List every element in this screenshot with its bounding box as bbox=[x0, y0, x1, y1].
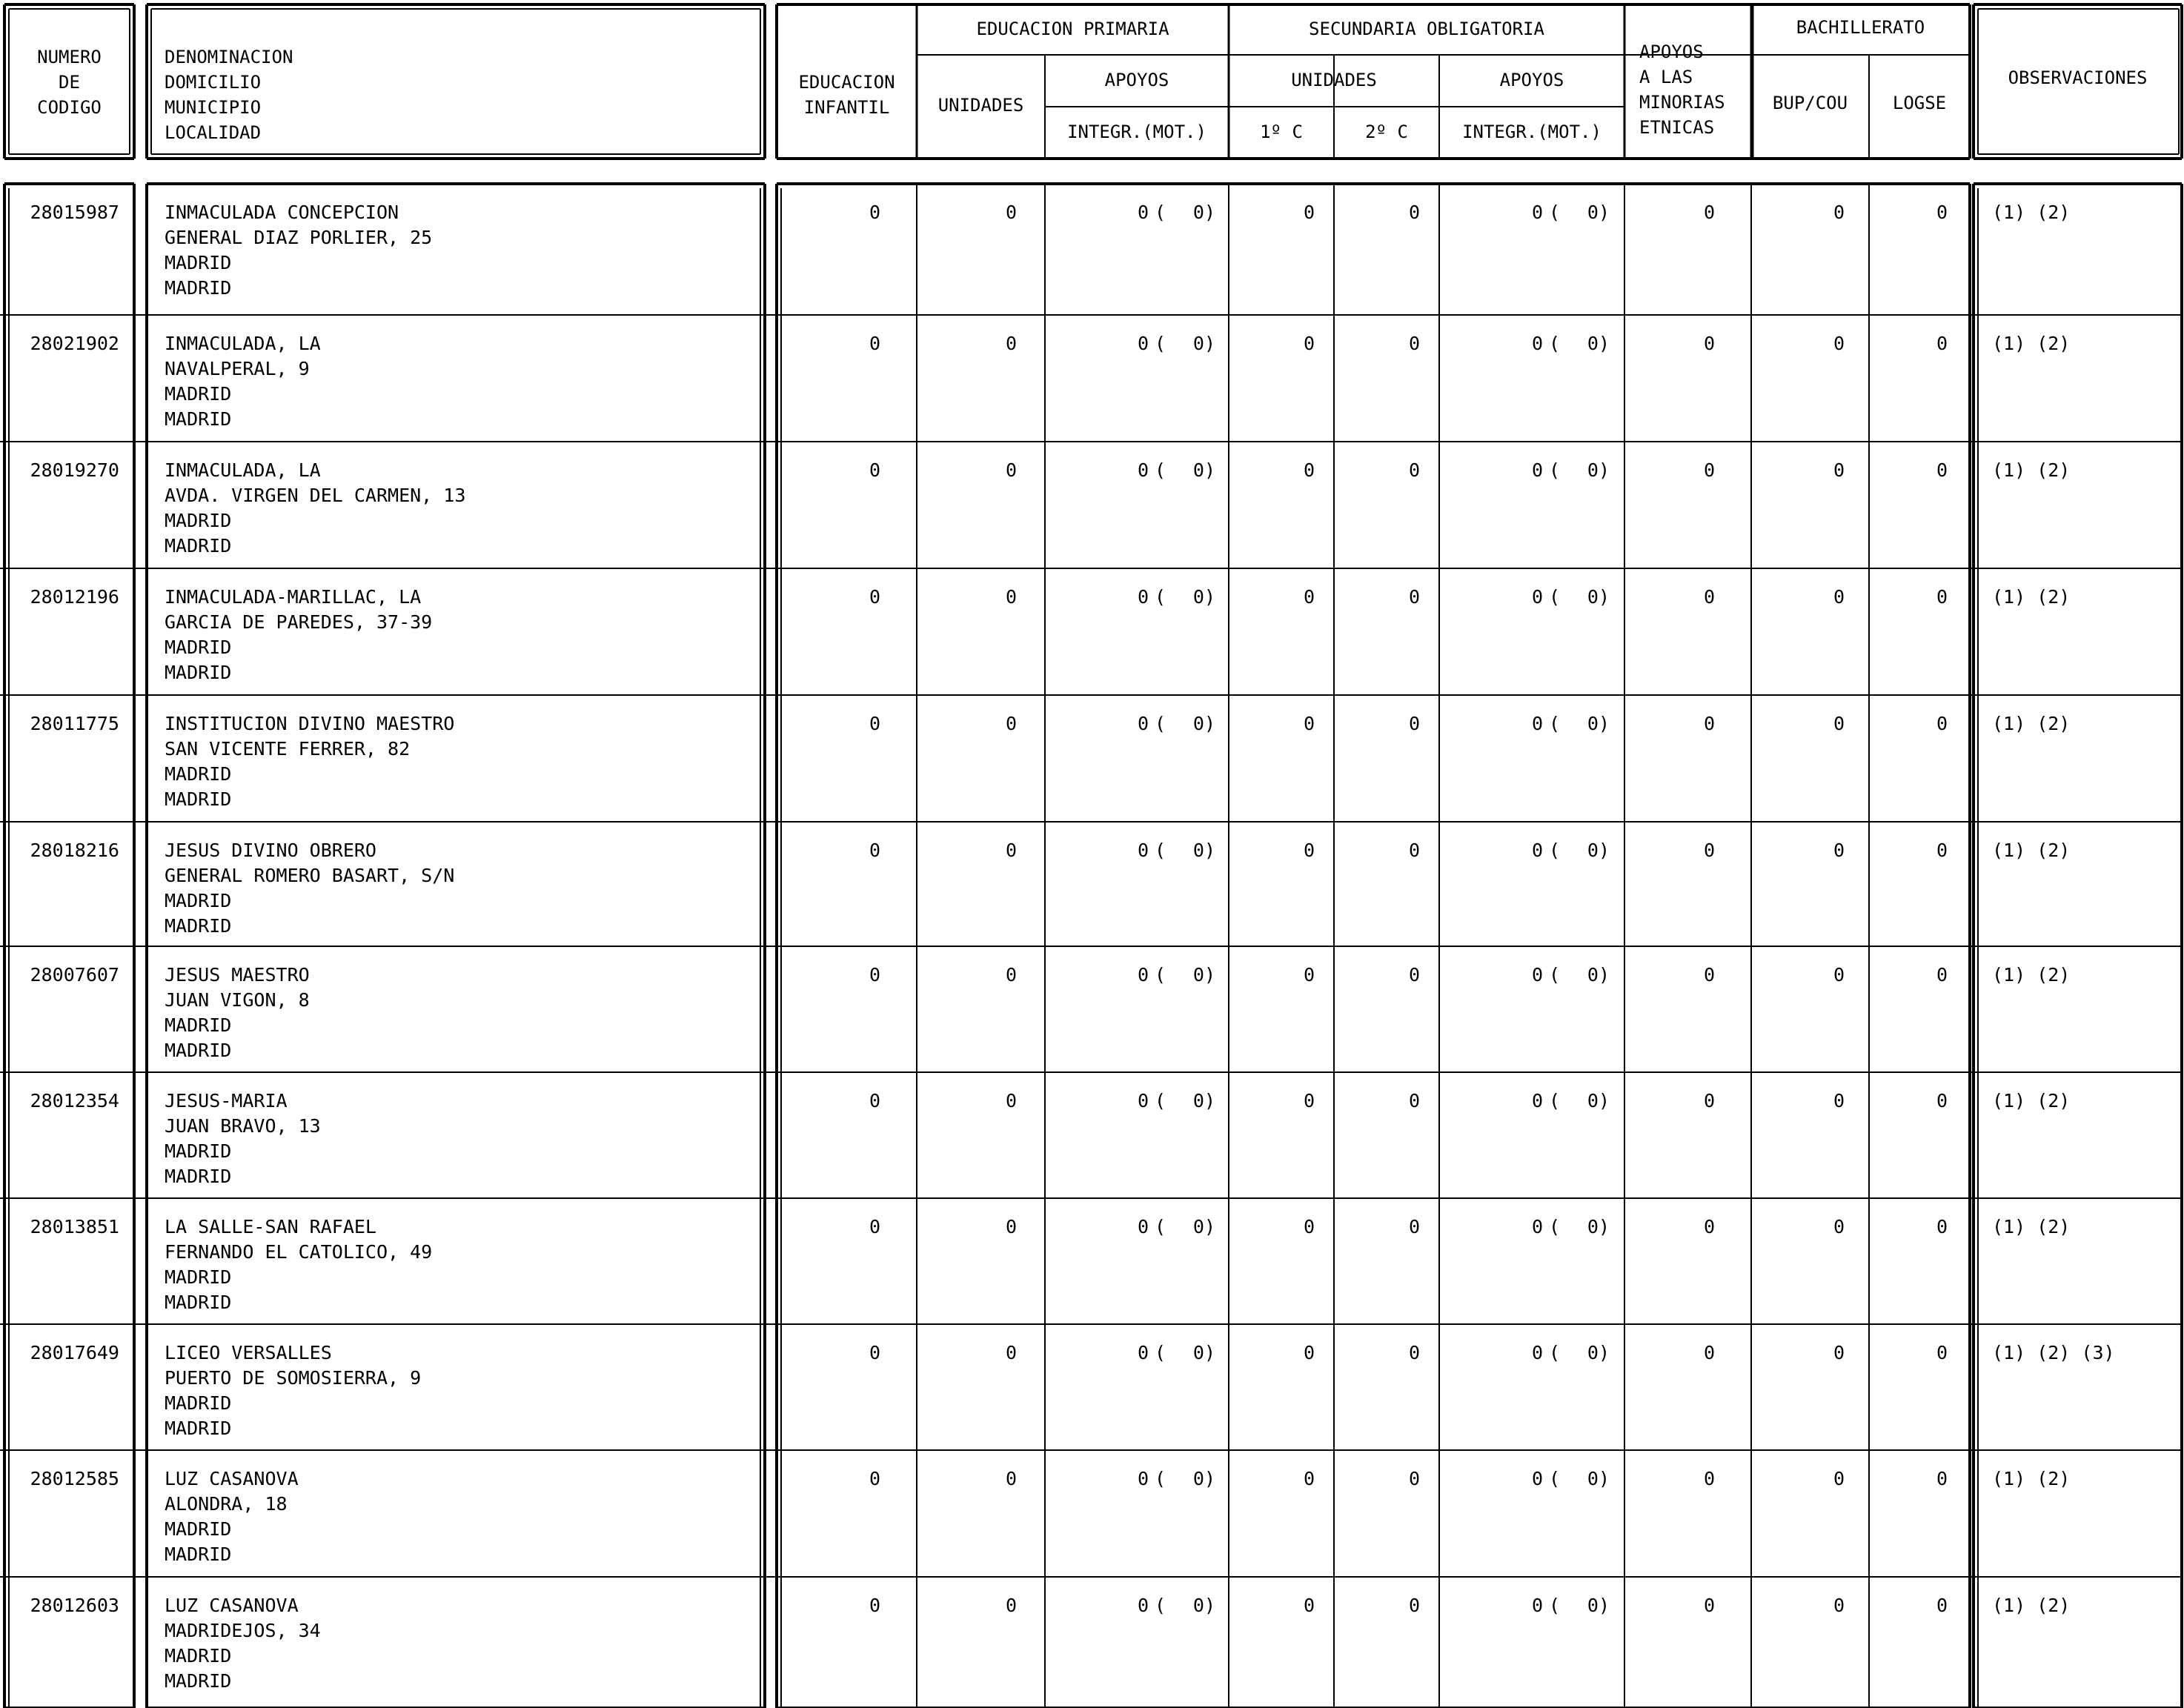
secundaria-motorico-value: 0) bbox=[1587, 964, 1610, 986]
observaciones-value: (1) (2) bbox=[1992, 713, 2071, 734]
observaciones-value: (1) (2) bbox=[1992, 1216, 2071, 1237]
secundaria-1c-value: 0 bbox=[1303, 333, 1315, 354]
center-address-line: MADRID bbox=[165, 788, 232, 810]
primaria-motorico-value: 0) bbox=[1192, 713, 1215, 734]
secundaria-1c-value: 0 bbox=[1303, 1090, 1315, 1111]
center-address-line: NAVALPERAL, 9 bbox=[165, 358, 310, 379]
header-denominacion: LOCALIDAD bbox=[165, 122, 262, 143]
primaria-unidades-value: 0 bbox=[1005, 1216, 1017, 1237]
center-address-line: GARCIA DE PAREDES, 37-39 bbox=[165, 611, 433, 633]
apoyos-minorias-value: 0 bbox=[1703, 459, 1715, 481]
apoyos-minorias-value: 0 bbox=[1703, 1468, 1715, 1489]
center-address-line: MADRID bbox=[165, 1670, 232, 1692]
secundaria-motorico-value: 0) bbox=[1587, 713, 1610, 734]
primaria-unidades-value: 0 bbox=[1005, 713, 1017, 734]
primaria-unidades-value: 0 bbox=[1005, 1468, 1017, 1489]
center-address-line: MADRID bbox=[165, 1543, 232, 1565]
center-address-line: INMACULADA-MARILLAC, LA bbox=[165, 586, 422, 608]
apoyos-minorias-value: 0 bbox=[1703, 1342, 1715, 1363]
logse-value: 0 bbox=[1936, 1216, 1948, 1237]
bup-cou-value: 0 bbox=[1833, 1216, 1845, 1237]
secundaria-motorico-paren: ( bbox=[1549, 713, 1561, 734]
logse-value: 0 bbox=[1936, 333, 1948, 354]
header-educacion-infantil: EDUCACION bbox=[798, 72, 895, 93]
primaria-motorico-paren: ( bbox=[1155, 202, 1166, 223]
educacion-infantil-value: 0 bbox=[869, 459, 880, 481]
center-code: 28007607 bbox=[30, 964, 119, 986]
header-denominacion: DOMICILIO bbox=[165, 72, 262, 93]
secundaria-2c-value: 0 bbox=[1408, 713, 1420, 734]
center-address-line: MADRIDEJOS, 34 bbox=[165, 1620, 321, 1641]
secundaria-1c-value: 0 bbox=[1303, 840, 1315, 861]
center-code: 28012196 bbox=[30, 586, 119, 608]
primaria-apoyos-value: 0 bbox=[1137, 713, 1149, 734]
secundaria-motorico-value: 0) bbox=[1587, 1216, 1610, 1237]
primaria-apoyos-value: 0 bbox=[1137, 1342, 1149, 1363]
primaria-motorico-value: 0) bbox=[1192, 1342, 1215, 1363]
bup-cou-value: 0 bbox=[1833, 1468, 1845, 1489]
bup-cou-value: 0 bbox=[1833, 1090, 1845, 1111]
center-address-line: MADRID bbox=[165, 383, 232, 405]
header-denominacion: MUNICIPIO bbox=[165, 97, 262, 118]
primaria-unidades-value: 0 bbox=[1005, 586, 1017, 608]
header-educacion-primaria: EDUCACION PRIMARIA bbox=[976, 19, 1169, 39]
secundaria-apoyos-value: 0 bbox=[1531, 964, 1543, 986]
center-address-line: MADRID bbox=[165, 763, 232, 785]
primaria-motorico-paren: ( bbox=[1155, 1595, 1166, 1616]
primaria-motorico-value: 0) bbox=[1192, 1090, 1215, 1111]
center-address-line: ALONDRA, 18 bbox=[165, 1493, 288, 1515]
primaria-motorico-value: 0) bbox=[1192, 1216, 1215, 1237]
primaria-unidades-value: 0 bbox=[1005, 333, 1017, 354]
primaria-unidades-value: 0 bbox=[1005, 1090, 1017, 1111]
secundaria-motorico-value: 0) bbox=[1587, 586, 1610, 608]
center-address-line: MADRID bbox=[165, 1166, 232, 1187]
center-address-line: JESUS-MARIA bbox=[165, 1090, 288, 1111]
primaria-motorico-paren: ( bbox=[1155, 713, 1166, 734]
secundaria-apoyos-value: 0 bbox=[1531, 586, 1543, 608]
center-address-line: AVDA. VIRGEN DEL CARMEN, 13 bbox=[165, 485, 466, 506]
center-address-line: LUZ CASANOVA bbox=[165, 1595, 299, 1616]
secundaria-apoyos-value: 0 bbox=[1531, 1468, 1543, 1489]
header-bup-cou: BUP/COU bbox=[1772, 93, 1848, 113]
secundaria-1c-value: 0 bbox=[1303, 1342, 1315, 1363]
observaciones-value: (1) (2) bbox=[1992, 840, 2071, 861]
secundaria-motorico-value: 0) bbox=[1587, 840, 1610, 861]
center-address-line: INMACULADA, LA bbox=[165, 333, 321, 354]
apoyos-minorias-value: 0 bbox=[1703, 964, 1715, 986]
observaciones-value: (1) (2) bbox=[1992, 1468, 2071, 1489]
secundaria-motorico-paren: ( bbox=[1549, 1595, 1561, 1616]
header-secundaria-1c: 1º C bbox=[1260, 122, 1303, 142]
center-address-line: GENERAL DIAZ PORLIER, 25 bbox=[165, 227, 433, 248]
apoyos-minorias-value: 0 bbox=[1703, 1595, 1715, 1616]
primaria-motorico-paren: ( bbox=[1155, 964, 1166, 986]
educacion-infantil-value: 0 bbox=[869, 713, 880, 734]
bup-cou-value: 0 bbox=[1833, 1595, 1845, 1616]
educacion-infantil-value: 0 bbox=[869, 964, 880, 986]
center-address-line: MADRID bbox=[165, 1292, 232, 1313]
center-address-line: MADRID bbox=[165, 1392, 232, 1414]
logse-value: 0 bbox=[1936, 713, 1948, 734]
center-address-line: MADRID bbox=[165, 890, 232, 911]
center-address-line: JUAN BRAVO, 13 bbox=[165, 1115, 321, 1137]
header-secundaria-2c: 2º C bbox=[1365, 122, 1408, 142]
primaria-motorico-paren: ( bbox=[1155, 1342, 1166, 1363]
secundaria-motorico-paren: ( bbox=[1549, 459, 1561, 481]
bup-cou-value: 0 bbox=[1833, 202, 1845, 223]
secundaria-motorico-value: 0) bbox=[1587, 459, 1610, 481]
secundaria-2c-value: 0 bbox=[1408, 1595, 1420, 1616]
header-apoyos-minorias: A LAS bbox=[1639, 67, 1693, 87]
center-address-line: LUZ CASANOVA bbox=[165, 1468, 299, 1489]
logse-value: 0 bbox=[1936, 1595, 1948, 1616]
primaria-motorico-value: 0) bbox=[1192, 1595, 1215, 1616]
header-apoyos-minorias: ETNICAS bbox=[1639, 117, 1715, 138]
primaria-motorico-paren: ( bbox=[1155, 840, 1166, 861]
center-address-line: PUERTO DE SOMOSIERRA, 9 bbox=[165, 1367, 422, 1389]
primaria-apoyos-value: 0 bbox=[1137, 459, 1149, 481]
primaria-apoyos-value: 0 bbox=[1137, 1090, 1149, 1111]
apoyos-minorias-value: 0 bbox=[1703, 586, 1715, 608]
secundaria-2c-value: 0 bbox=[1408, 459, 1420, 481]
secundaria-1c-value: 0 bbox=[1303, 964, 1315, 986]
primaria-apoyos-value: 0 bbox=[1137, 202, 1149, 223]
header-numero: DE bbox=[59, 72, 80, 93]
secundaria-2c-value: 0 bbox=[1408, 1090, 1420, 1111]
secundaria-apoyos-value: 0 bbox=[1531, 202, 1543, 223]
educacion-infantil-value: 0 bbox=[869, 1342, 880, 1363]
center-code: 28013851 bbox=[30, 1216, 119, 1237]
secundaria-motorico-paren: ( bbox=[1549, 1216, 1561, 1237]
apoyos-minorias-value: 0 bbox=[1703, 1216, 1715, 1237]
bup-cou-value: 0 bbox=[1833, 333, 1845, 354]
primaria-motorico-paren: ( bbox=[1155, 459, 1166, 481]
primaria-unidades-value: 0 bbox=[1005, 459, 1017, 481]
primaria-unidades-value: 0 bbox=[1005, 1342, 1017, 1363]
header-secundaria-integr: INTEGR.(MOT.) bbox=[1462, 122, 1602, 142]
primaria-motorico-value: 0) bbox=[1192, 1468, 1215, 1489]
primaria-motorico-paren: ( bbox=[1155, 333, 1166, 354]
secundaria-1c-value: 0 bbox=[1303, 1595, 1315, 1616]
secundaria-motorico-value: 0) bbox=[1587, 333, 1610, 354]
secundaria-motorico-paren: ( bbox=[1549, 1468, 1561, 1489]
secundaria-apoyos-value: 0 bbox=[1531, 1342, 1543, 1363]
center-address-line: MADRID bbox=[165, 1040, 232, 1061]
secundaria-apoyos-value: 0 bbox=[1531, 459, 1543, 481]
primaria-unidades-value: 0 bbox=[1005, 840, 1017, 861]
secundaria-1c-value: 0 bbox=[1303, 202, 1315, 223]
header-numero: CODIGO bbox=[37, 97, 102, 118]
center-code: 28018216 bbox=[30, 840, 119, 861]
center-address-line: MADRID bbox=[165, 1266, 232, 1288]
header-logse: LOGSE bbox=[1892, 93, 1947, 113]
center-address-line: MADRID bbox=[165, 1014, 232, 1036]
primaria-apoyos-value: 0 bbox=[1137, 1595, 1149, 1616]
center-code: 28017649 bbox=[30, 1342, 119, 1363]
logse-value: 0 bbox=[1936, 586, 1948, 608]
center-address-line: MADRID bbox=[165, 408, 232, 430]
logse-value: 0 bbox=[1936, 1090, 1948, 1111]
secundaria-motorico-paren: ( bbox=[1549, 1090, 1561, 1111]
primaria-motorico-paren: ( bbox=[1155, 1090, 1166, 1111]
secundaria-2c-value: 0 bbox=[1408, 1342, 1420, 1363]
header-denominacion: DENOMINACION bbox=[165, 47, 293, 67]
secundaria-2c-value: 0 bbox=[1408, 333, 1420, 354]
primaria-unidades-value: 0 bbox=[1005, 202, 1017, 223]
bup-cou-value: 0 bbox=[1833, 586, 1845, 608]
header-secundaria-obligatoria: SECUNDARIA OBLIGATORIA bbox=[1309, 19, 1544, 39]
primaria-apoyos-value: 0 bbox=[1137, 964, 1149, 986]
primaria-apoyos-value: 0 bbox=[1137, 1216, 1149, 1237]
center-code: 28019270 bbox=[30, 459, 119, 481]
secundaria-motorico-paren: ( bbox=[1549, 202, 1561, 223]
center-address-line: JESUS DIVINO OBRERO bbox=[165, 840, 376, 861]
center-address-line: MADRID bbox=[165, 535, 232, 556]
educacion-infantil-value: 0 bbox=[869, 1090, 880, 1111]
center-code: 28012354 bbox=[30, 1090, 119, 1111]
center-address-line: MADRID bbox=[165, 277, 232, 299]
observaciones-value: (1) (2) bbox=[1992, 964, 2071, 986]
bup-cou-value: 0 bbox=[1833, 713, 1845, 734]
apoyos-minorias-value: 0 bbox=[1703, 333, 1715, 354]
header-educacion-infantil: INFANTIL bbox=[803, 97, 890, 118]
observaciones-value: (1) (2) bbox=[1992, 1090, 2071, 1111]
secundaria-motorico-paren: ( bbox=[1549, 333, 1561, 354]
center-address-line: LICEO VERSALLES bbox=[165, 1342, 332, 1363]
secundaria-motorico-value: 0) bbox=[1587, 1468, 1610, 1489]
center-address-line: MADRID bbox=[165, 1418, 232, 1439]
primaria-motorico-paren: ( bbox=[1155, 1468, 1166, 1489]
secundaria-2c-value: 0 bbox=[1408, 202, 1420, 223]
primaria-apoyos-value: 0 bbox=[1137, 1468, 1149, 1489]
primaria-motorico-value: 0) bbox=[1192, 333, 1215, 354]
header-apoyos-minorias: APOYOS bbox=[1639, 41, 1704, 62]
secundaria-apoyos-value: 0 bbox=[1531, 1216, 1543, 1237]
primaria-apoyos-value: 0 bbox=[1137, 333, 1149, 354]
secundaria-motorico-paren: ( bbox=[1549, 586, 1561, 608]
center-code: 28012585 bbox=[30, 1468, 119, 1489]
primaria-apoyos-value: 0 bbox=[1137, 586, 1149, 608]
center-address-line: SAN VICENTE FERRER, 82 bbox=[165, 738, 411, 760]
header-secundaria-unidades: UNIDADES bbox=[1291, 70, 1377, 90]
center-address-line: MADRID bbox=[165, 510, 232, 531]
center-address-line: MADRID bbox=[165, 1140, 232, 1162]
logse-value: 0 bbox=[1936, 1468, 1948, 1489]
center-address-line: INMACULADA, LA bbox=[165, 459, 321, 481]
center-code: 28011775 bbox=[30, 713, 119, 734]
center-address-line: FERNANDO EL CATOLICO, 49 bbox=[165, 1241, 433, 1263]
secundaria-2c-value: 0 bbox=[1408, 840, 1420, 861]
secundaria-apoyos-value: 0 bbox=[1531, 333, 1543, 354]
header-bachillerato: BACHILLERATO bbox=[1796, 17, 1925, 38]
bup-cou-value: 0 bbox=[1833, 1342, 1845, 1363]
center-address-line: MADRID bbox=[165, 662, 232, 683]
observaciones-value: (1) (2) bbox=[1992, 333, 2071, 354]
primaria-motorico-value: 0) bbox=[1192, 964, 1215, 986]
secundaria-apoyos-value: 0 bbox=[1531, 713, 1543, 734]
bup-cou-value: 0 bbox=[1833, 840, 1845, 861]
center-address-line: MADRID bbox=[165, 915, 232, 937]
apoyos-minorias-value: 0 bbox=[1703, 202, 1715, 223]
secundaria-2c-value: 0 bbox=[1408, 1216, 1420, 1237]
secundaria-motorico-value: 0) bbox=[1587, 202, 1610, 223]
header-primaria-unidades: UNIDADES bbox=[937, 95, 1024, 116]
center-address-line: GENERAL ROMERO BASART, S/N bbox=[165, 865, 455, 886]
secundaria-1c-value: 0 bbox=[1303, 713, 1315, 734]
secundaria-1c-value: 0 bbox=[1303, 1216, 1315, 1237]
secundaria-2c-value: 0 bbox=[1408, 586, 1420, 608]
educacion-infantil-value: 0 bbox=[869, 1216, 880, 1237]
center-address-line: LA SALLE-SAN RAFAEL bbox=[165, 1216, 376, 1237]
secundaria-motorico-paren: ( bbox=[1549, 964, 1561, 986]
center-address-line: INSTITUCION DIVINO MAESTRO bbox=[165, 713, 455, 734]
educacion-infantil-value: 0 bbox=[869, 202, 880, 223]
educacion-infantil-value: 0 bbox=[869, 1595, 880, 1616]
primaria-motorico-paren: ( bbox=[1155, 1216, 1166, 1237]
secundaria-2c-value: 0 bbox=[1408, 964, 1420, 986]
logse-value: 0 bbox=[1936, 1342, 1948, 1363]
secundaria-motorico-paren: ( bbox=[1549, 840, 1561, 861]
center-address-line: MADRID bbox=[165, 637, 232, 658]
center-address-line: MADRID bbox=[165, 1518, 232, 1540]
educacion-infantil-value: 0 bbox=[869, 840, 880, 861]
logse-value: 0 bbox=[1936, 840, 1948, 861]
center-code: 28012603 bbox=[30, 1595, 119, 1616]
primaria-motorico-value: 0) bbox=[1192, 459, 1215, 481]
educacion-infantil-value: 0 bbox=[869, 333, 880, 354]
observaciones-value: (1) (2) (3) bbox=[1992, 1342, 2115, 1363]
observaciones-value: (1) (2) bbox=[1992, 202, 2071, 223]
header-numero: NUMERO bbox=[37, 47, 102, 67]
secundaria-motorico-value: 0) bbox=[1587, 1090, 1610, 1111]
apoyos-minorias-value: 0 bbox=[1703, 840, 1715, 861]
header-primaria-integr: INTEGR.(MOT.) bbox=[1067, 122, 1206, 142]
educacion-infantil-value: 0 bbox=[869, 586, 880, 608]
header-secundaria-apoyos: APOYOS bbox=[1499, 70, 1564, 90]
center-address-line: MADRID bbox=[165, 1645, 232, 1667]
header-apoyos-minorias: MINORIAS bbox=[1639, 92, 1725, 113]
primaria-motorico-value: 0) bbox=[1192, 586, 1215, 608]
header-observaciones: OBSERVACIONES bbox=[2008, 67, 2148, 88]
center-code: 28015987 bbox=[30, 202, 119, 223]
apoyos-minorias-value: 0 bbox=[1703, 1090, 1715, 1111]
secundaria-2c-value: 0 bbox=[1408, 1468, 1420, 1489]
primaria-unidades-value: 0 bbox=[1005, 1595, 1017, 1616]
observaciones-value: (1) (2) bbox=[1992, 1595, 2071, 1616]
header-primaria-apoyos: APOYOS bbox=[1104, 70, 1169, 90]
center-code: 28021902 bbox=[30, 333, 119, 354]
secundaria-apoyos-value: 0 bbox=[1531, 1090, 1543, 1111]
center-address-line: MADRID bbox=[165, 252, 232, 273]
secundaria-apoyos-value: 0 bbox=[1531, 840, 1543, 861]
secundaria-1c-value: 0 bbox=[1303, 586, 1315, 608]
logse-value: 0 bbox=[1936, 964, 1948, 986]
primaria-motorico-value: 0) bbox=[1192, 202, 1215, 223]
center-address-line: INMACULADA CONCEPCION bbox=[165, 202, 399, 223]
logse-value: 0 bbox=[1936, 202, 1948, 223]
center-address-line: JESUS MAESTRO bbox=[165, 964, 310, 986]
secundaria-motorico-value: 0) bbox=[1587, 1595, 1610, 1616]
apoyos-minorias-value: 0 bbox=[1703, 713, 1715, 734]
secundaria-motorico-value: 0) bbox=[1587, 1342, 1610, 1363]
bup-cou-value: 0 bbox=[1833, 964, 1845, 986]
secundaria-1c-value: 0 bbox=[1303, 1468, 1315, 1489]
observaciones-value: (1) (2) bbox=[1992, 459, 2071, 481]
secundaria-apoyos-value: 0 bbox=[1531, 1595, 1543, 1616]
logse-value: 0 bbox=[1936, 459, 1948, 481]
center-address-line: JUAN VIGON, 8 bbox=[165, 989, 310, 1011]
primaria-motorico-paren: ( bbox=[1155, 586, 1166, 608]
primaria-motorico-value: 0) bbox=[1192, 840, 1215, 861]
educacion-infantil-value: 0 bbox=[869, 1468, 880, 1489]
primaria-apoyos-value: 0 bbox=[1137, 840, 1149, 861]
secundaria-motorico-paren: ( bbox=[1549, 1342, 1561, 1363]
primaria-unidades-value: 0 bbox=[1005, 964, 1017, 986]
observaciones-value: (1) (2) bbox=[1992, 586, 2071, 608]
secundaria-1c-value: 0 bbox=[1303, 459, 1315, 481]
bup-cou-value: 0 bbox=[1833, 459, 1845, 481]
